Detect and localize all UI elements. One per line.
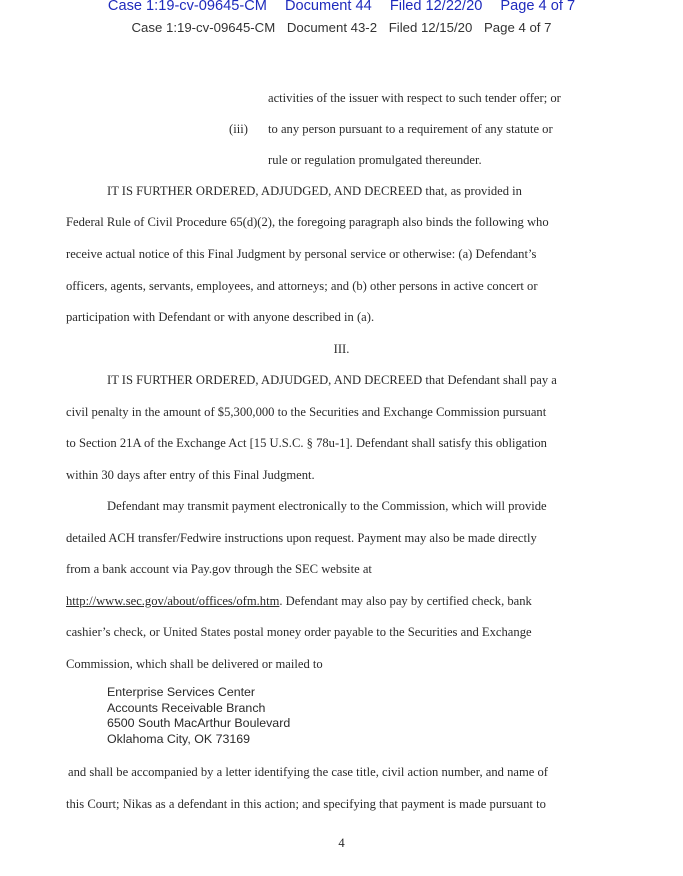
ecf-filing-stamp <box>0 0 683 14</box>
paragraph-line: civil penalty in the amount of $5,300,000 to the Securities and Exchange Commission pursuant <box>66 405 547 419</box>
paragraph-line: within 30 days after entry of this Final Judgment. <box>66 468 315 482</box>
paragraph-line: Commission, which shall be delivered or mailed to <box>66 657 323 671</box>
section-heading: III. <box>333 342 350 356</box>
header-case-number: Case 1:19-cv-09645-CM <box>131 20 276 35</box>
paragraph-line: Federal Rule of Civil Procedure 65(d)(2), the foregoing paragraph also binds the following who <box>66 215 549 229</box>
address-line: Oklahoma City, OK 73169 <box>107 731 251 746</box>
paragraph-line: officers, agents, servants, employees, and attorneys; and (b) other persons in active concert or <box>66 279 538 293</box>
header-filed-date: Filed 12/15/20 <box>388 20 473 35</box>
mailing-address <box>107 685 290 747</box>
paragraph-line: detailed ACH transfer/Fedwire instructions upon request. Payment may also be made directly <box>66 531 537 545</box>
paragraph-line-rest: . Defendant may also pay by certified check, bank <box>279 594 532 608</box>
list-item-marker-iii: (iii) <box>229 122 248 136</box>
address-line: Accounts Receivable Branch <box>107 700 266 715</box>
paragraph-line: cashier’s check, or United States postal money order payable to the Securities and Exchange <box>66 625 532 639</box>
page-number: 4 <box>338 836 345 850</box>
stamp-filed-date: Filed 12/22/20 <box>389 0 483 14</box>
list-item-iii-line: rule or regulation promulgated thereunder. <box>268 153 482 167</box>
paragraph-line <box>66 593 532 609</box>
paragraph-line: this Court; Nikas as a defendant in this action; and specifying that payment is made pursuant to <box>66 797 546 811</box>
paragraph-line: Defendant may transmit payment electronically to the Commission, which will provide <box>107 499 547 513</box>
stamp-case-number: Case 1:19-cv-09645-CM <box>107 0 267 14</box>
original-document-header <box>0 20 683 35</box>
header-document-number: Document 43-2 <box>286 20 378 35</box>
paragraph-line: participation with Defendant or with anyone described in (a). <box>66 310 375 324</box>
address-line: 6500 South MacArthur Boulevard <box>107 716 291 730</box>
header-page: Page 4 of 7 <box>483 20 552 35</box>
address-line: Enterprise Services Center <box>107 685 256 699</box>
paragraph-line: IT IS FURTHER ORDERED, ADJUDGED, AND DECREED that Defendant shall pay a <box>107 373 557 387</box>
paragraph-line: to Section 21A of the Exchange Act [15 U.S.C. § 78u-1]. Defendant shall satisfy this obligation <box>66 436 547 450</box>
sec-ofm-link[interactable]: http://www.sec.gov/about/offices/ofm.htm <box>66 594 280 608</box>
stamp-page: Page 4 of 7 <box>500 0 576 14</box>
list-item-iii-line: to any person pursuant to a requirement of any statute or <box>268 122 553 136</box>
paragraph-line: from a bank account via Pay.gov through the SEC website at <box>66 562 372 576</box>
list-continuation-line: activities of the issuer with respect to such tender offer; or <box>268 91 561 105</box>
paragraph-line: and shall be accompanied by a letter identifying the case title, civil action number, and name of <box>68 765 548 779</box>
paragraph-line: IT IS FURTHER ORDERED, ADJUDGED, AND DECREED that, as provided in <box>107 184 522 198</box>
stamp-document-number: Document 44 <box>284 0 372 14</box>
paragraph-line: receive actual notice of this Final Judgment by personal service or otherwise: (a) Defendant’s <box>66 247 537 261</box>
